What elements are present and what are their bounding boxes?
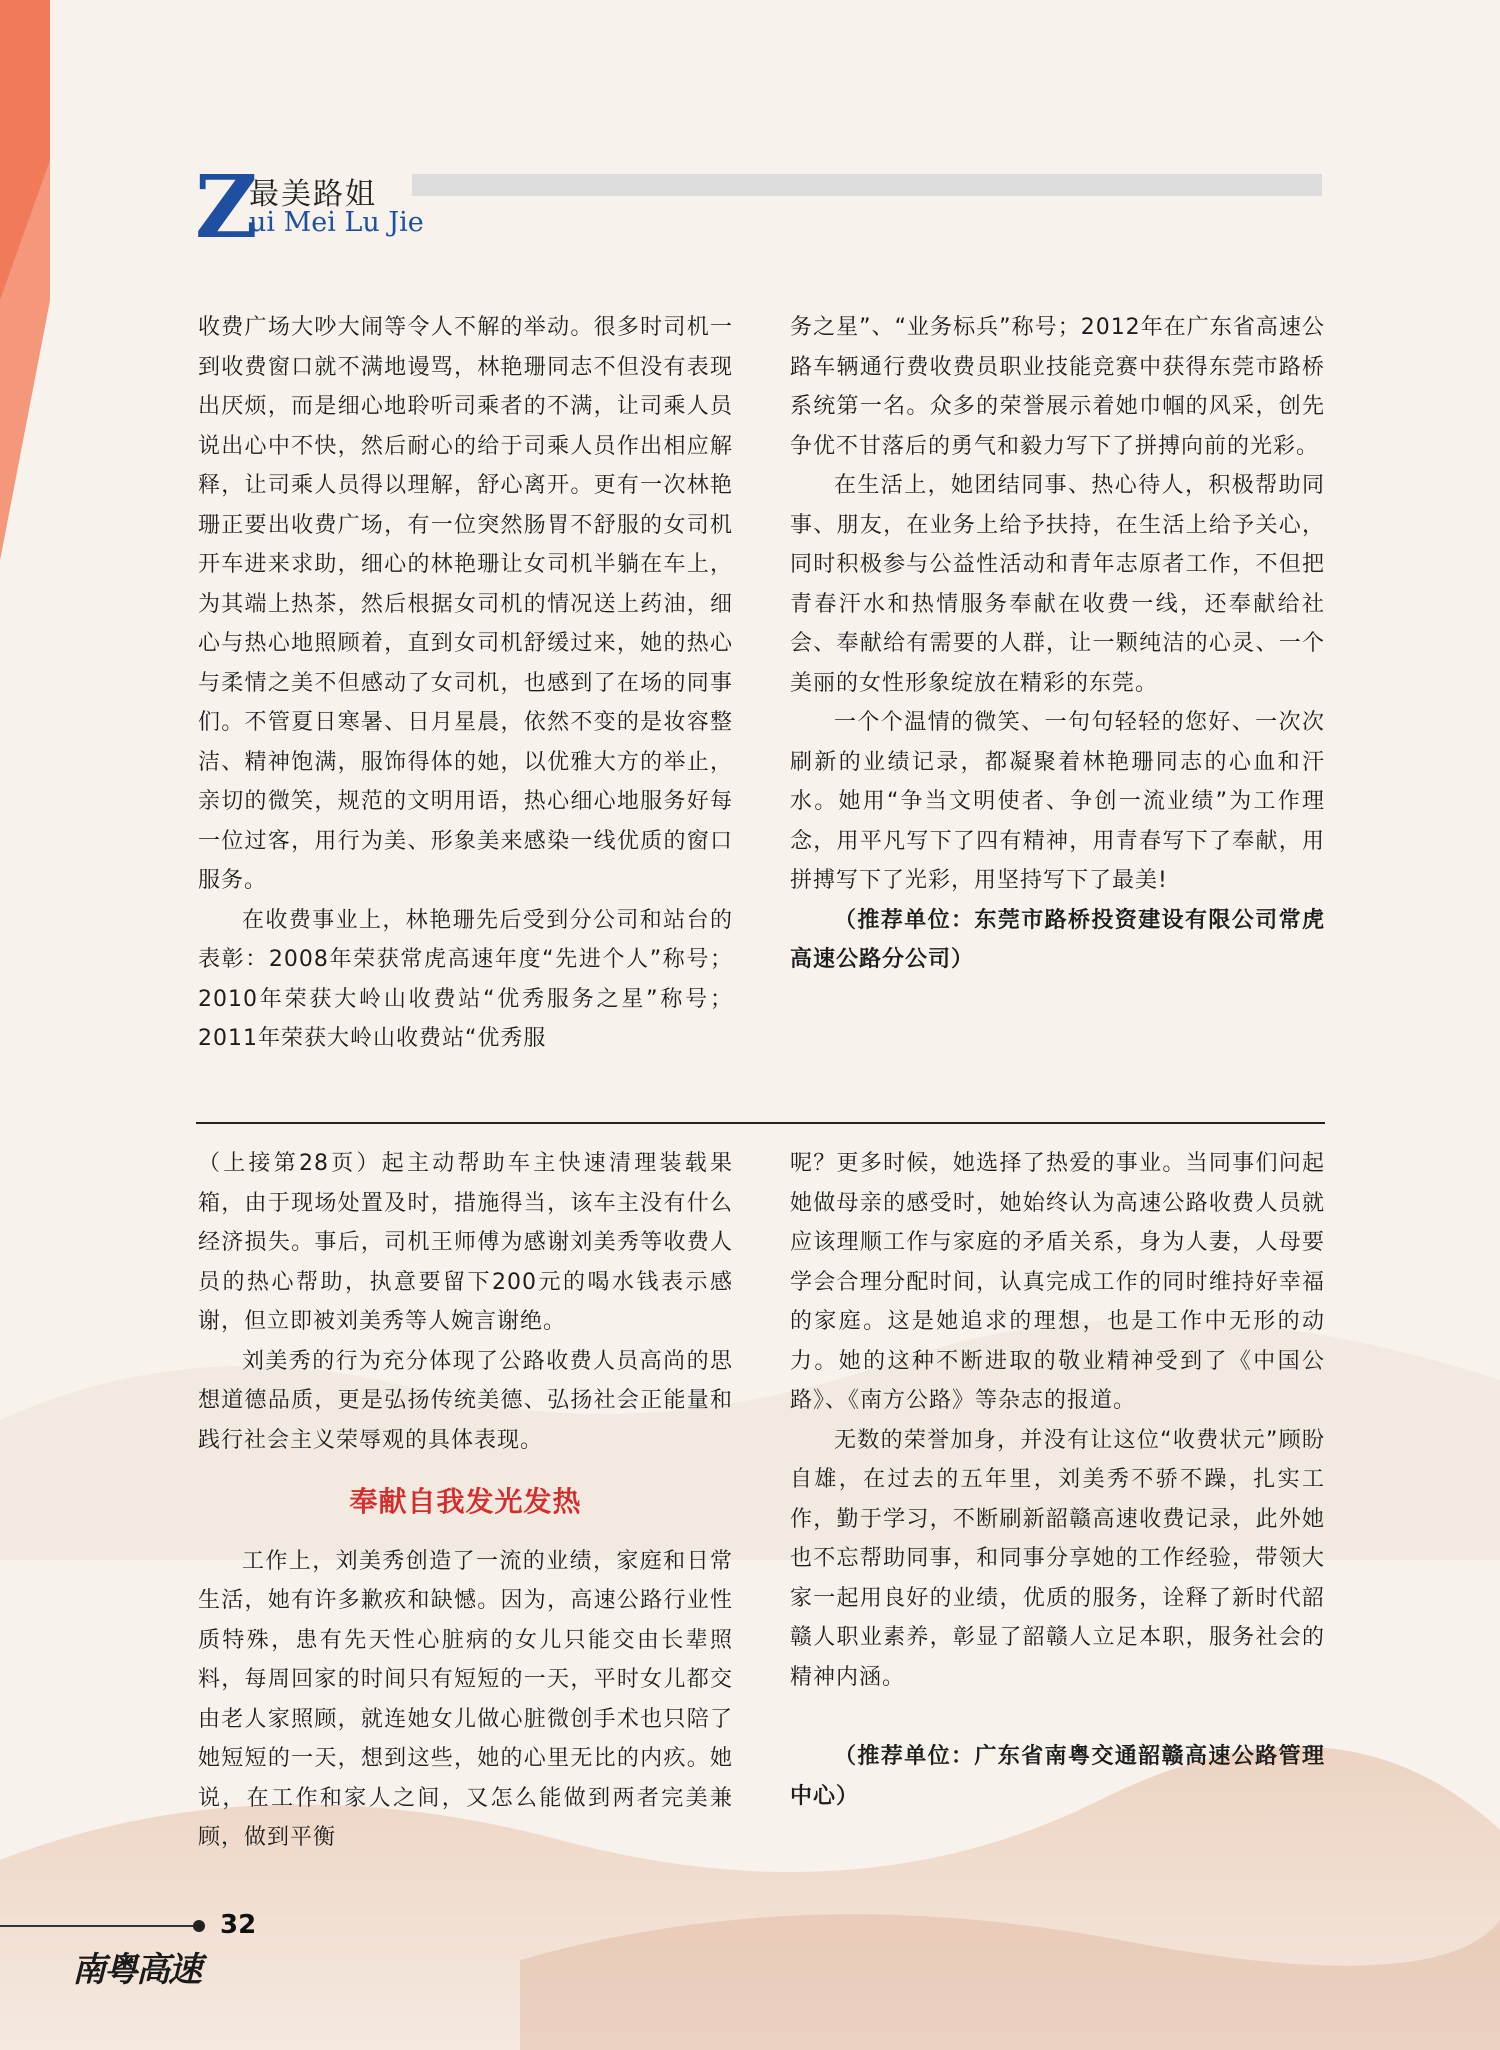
article2-column-left [198, 1144, 733, 1858]
paragraph: 无数的荣誉加身，并没有让这位“收费状元”顾盼自雄，在过去的五年里，刘美秀不骄不躁，扎实工作，勤于学习，不断刷新韶赣高速收费记录，此外她也不忘帮助同事，和同事分享她的工作经验，带领大家一起用良好的业绩，优质的服务，诠释了新时代韶赣人职业素养，彰显了韶赣人立足本职，服务社会的精神内涵。 [790, 1427, 1325, 1690]
article2-column-right [790, 1144, 1325, 1816]
paragraph: （上接第28页）起主动帮助车主快速清理装载果箱，由于现场处置及时，措施得当，该车主没有什么经济损失。事后，司机王师傅为感谢刘美秀等收费人员的热心帮助，执意要留下200元的喝水钱表示感谢，但立即被刘美秀等人婉言谢绝。 [198, 1151, 733, 1334]
recommender-signature: （推荐单位：东莞市路桥投资建设有限公司常虎高速公路分公司） [790, 906, 1325, 972]
article1-column-left [198, 308, 733, 1059]
page-number: 32 [220, 1910, 257, 1940]
paragraph: 一个个温情的微笑、一句句轻轻的您好、一次次刷新的业绩记录，都凝聚着林艳珊同志的心血和汗水。她用“争当文明使者、争创一流业绩”为工作理念，用平凡写下了四有精神，用青春写下了奉献，用拼搏写下了光彩，用坚持写下了最美! [790, 710, 1325, 893]
paragraph: 收费广场大吵大闹等令人不解的举动。很多时司机一到收费窗口就不满地谩骂，林艳珊同志不但没有表现出厌烦，而是细心地聆听司乘者的不满，让司乘人员说出心中不快，然后耐心的给于司乘人员作出相应解释，让司乘人员得以理解，舒心离开。更有一次林艳珊正要出收费广场，有一位突然肠胃不舒服的女司机开车进来求助，细心的林艳珊让女司机半躺在车上，为其端上热茶，然后根据女司机的情况送上药油，细心与热心地照顾着，直到女司机舒缓过来，她的热心与柔情之美不但感动了女司机，也感到了在场的同事们。不管夏日寒暑、日月星晨，依然不变的是妆容整洁、精神饱满，服饰得体的她，以优雅大方的举止，亲切的微笑，规范的文明用语，热心细心地服务好每一位过客，用行为美、形象美来感染一线优质的窗口服务。 [198, 315, 733, 893]
paragraph: 刘美秀的行为充分体现了公路收费人员高尚的思想道德品质，更是弘扬传统美德、弘扬社会正能量和践行社会主义荣辱观的具体表现。 [198, 1348, 733, 1453]
header-bar [412, 174, 1322, 196]
footer-rule [0, 1925, 200, 1927]
section-heading: 奉献自我发光发热 [349, 1485, 582, 1518]
recommender-signature: （推荐单位：广东省南粤交通韶赣高速公路管理中心） [790, 1743, 1325, 1809]
section-title-cn: 最美路姐 [249, 177, 377, 212]
section-title-en: ui Mei Lu Jie [249, 207, 424, 238]
paragraph: 工作上，刘美秀创造了一流的业绩，家庭和日常生活，她有许多歉疚和缺憾。因为，高速公路行业性质特殊，患有先天性心脏病的女儿只能交由长辈照料，每周回家的时间只有短短的一天，平时女儿都交由老人家照顾，就连她女儿做心脏微创手术也只陪了她短短的一天，想到这些，她的心里无比的内疚。她说，在工作和家人之间，又怎么能做到两者完美兼顾，做到平衡 [198, 1548, 733, 1850]
article1-column-right [790, 308, 1325, 980]
magazine-logo: 南粤高速 [72, 1950, 200, 1990]
corner-decoration [0, 0, 60, 560]
paragraph: 在生活上，她团结同事、热心待人，积极帮助同事、朋友，在业务上给予扶持，在生活上给予关心，同时积极参与公益性活动和青年志原者工作，不但把青春汗水和热情服务奉献在收费一线，还奉献给社会、奉献给有需要的人群，让一颗纯洁的心灵、一个美丽的女性形象绽放在精彩的东莞。 [790, 473, 1325, 696]
logo-letter: Z [195, 157, 258, 258]
article-divider [196, 1122, 1325, 1124]
footer-dot [193, 1920, 205, 1932]
paragraph: 在收费事业上，林艳珊先后受到分公司和站台的表彰：2008年荣获常虎高速年度“先进个人”称号；2010年荣获大岭山收费站“优秀服务之星”称号；2011年荣获大岭山收费站“优秀服 [198, 907, 733, 1051]
paragraph: 呢？更多时候，她选择了热爱的事业。当同事们问起她做母亲的感受时，她始终认为高速公路收费人员就应该理顺工作与家庭的矛盾关系，身为人妻，人母要学会合理分配时间，认真完成工作的同时维持好幸福的家庭。这是她追求的理想，也是工作中无形的动力。她的这种不断进取的敬业精神受到了《中国公路》、《南方公路》等杂志的报道。 [790, 1151, 1325, 1413]
paragraph: 务之星”、“业务标兵”称号；2012年在广东省高速公路车辆通行费收费员职业技能竞赛中获得东莞市路桥系统第一名。众多的荣誉展示着她巾帼的风采，创先争优不甘落后的勇气和毅力写下了拼搏向前的光彩。 [790, 315, 1325, 459]
